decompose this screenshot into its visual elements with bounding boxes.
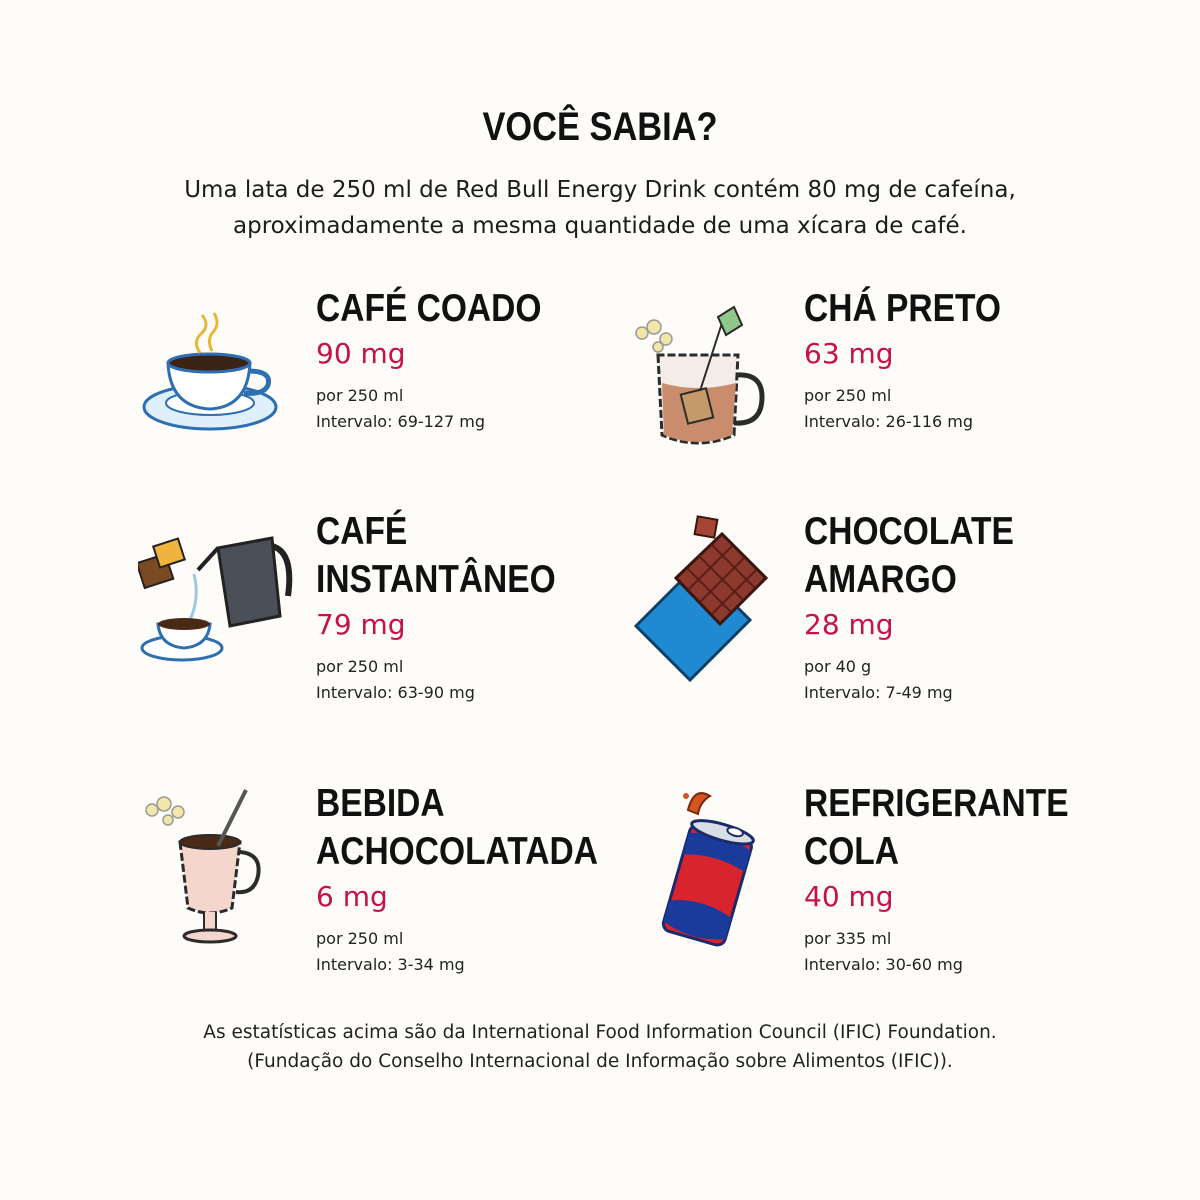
item-cafe-instantaneo: [138, 508, 658, 738]
item-serving: por 250 ml: [316, 657, 404, 676]
chocolate-drink-icon: [138, 780, 298, 960]
item-name-line-2: AMARGO: [804, 558, 957, 601]
item-amount: 28 mg: [804, 608, 894, 641]
item-refrigerante-cola: [626, 780, 1146, 1010]
coffee-cup-icon: [138, 285, 298, 465]
item-serving: por 335 ml: [804, 929, 892, 948]
item-range: Intervalo: 63-90 mg: [316, 683, 475, 702]
item-name: CHÁ PRETO: [804, 287, 1001, 330]
item-name-line-1: CHOCOLATE: [804, 510, 1014, 553]
soda-can-icon: [626, 780, 786, 960]
item-range: Intervalo: 26-116 mg: [804, 412, 974, 431]
item-amount: 6 mg: [316, 880, 388, 913]
item-name-line-1: BEBIDA: [316, 782, 445, 825]
item-serving: por 250 ml: [804, 386, 892, 405]
item-cha-preto: [626, 285, 1146, 515]
item-range: Intervalo: 7-49 mg: [804, 683, 953, 702]
chocolate-bar-icon: [626, 508, 786, 688]
item-range: Intervalo: 3-34 mg: [316, 955, 465, 974]
footnote-line-1: As estatísticas acima são da International Food Information Council (IFIC) Foundation.: [203, 1022, 997, 1043]
item-serving: por 250 ml: [316, 929, 404, 948]
item-name: CAFÉ COADO: [316, 287, 542, 330]
item-name-line-2: ACHOCOLATADA: [316, 830, 598, 873]
intro-line-2: aproximadamente a mesma quantidade de uma xícara de café.: [233, 213, 967, 239]
item-serving: por 250 ml: [316, 386, 404, 405]
item-amount: 79 mg: [316, 608, 406, 641]
intro-line-1: Uma lata de 250 ml de Red Bull Energy Drink contém 80 mg de cafeína,: [184, 177, 1016, 203]
item-amount: 90 mg: [316, 337, 406, 370]
intro-text: [100, 172, 1100, 244]
source-footnote: [100, 1018, 1100, 1076]
item-cafe-coado: [138, 285, 658, 515]
item-amount: 40 mg: [804, 880, 894, 913]
item-range: Intervalo: 30-60 mg: [804, 955, 963, 974]
item-name-line-2: INSTANTÂNEO: [316, 558, 556, 601]
tea-mug-icon: [626, 285, 786, 465]
item-name-line-1: REFRIGERANTE: [804, 782, 1069, 825]
item-bebida-achocolatada: [138, 780, 658, 1010]
item-amount: 63 mg: [804, 337, 894, 370]
kettle-icon: [138, 508, 298, 688]
item-range: Intervalo: 69-127 mg: [316, 412, 486, 431]
page-title: VOCÊ SABIA?: [482, 105, 718, 149]
item-name-line-1: CAFÉ: [316, 510, 408, 553]
item-serving: por 40 g: [804, 657, 872, 676]
item-chocolate-amargo: [626, 508, 1146, 738]
item-name-line-2: COLA: [804, 830, 900, 873]
footnote-line-2: (Fundação do Conselho Internacional de Informação sobre Alimentos (IFIC)).: [247, 1051, 953, 1072]
